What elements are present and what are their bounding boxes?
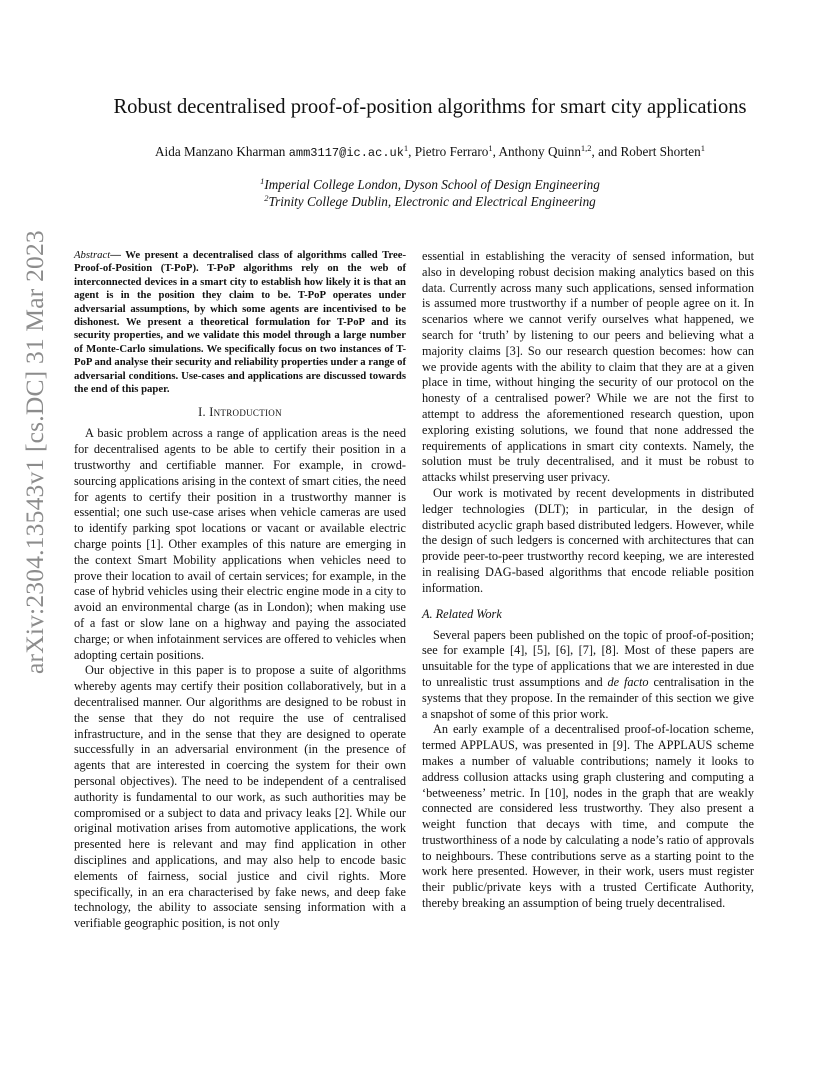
abstract [74,249,406,396]
paragraph: Our objective in this paper is to propose a suite of algorithms whereby agents may certify their position collaboratively, but in a decentralised manner. Our algorithms are designed to be robust in the sense that they do not require the use of centralised infrastructure, and in the sense that they are designed to operate successfully in an adversarial environment (in the presence of agents that are interested in coercing the system for their own personal objectives). The need to be independent of a centralised authority is fundamental to our work, as such authorities may be compromised or a subject to data and privacy leaks [2]. While our original motivation arises from automotive applications, the work presented here is relevant and may find application in other disciplines and applications, and may also help to encode basic elements of fairness, social justice and civil rights. More specifically, in an era characterised by fake news, and deep fake technology, the ability to associate sensing information with a verifiable geographic position, is not only [74,663,406,931]
author-email: amm3117@ic.ac.uk [288,146,404,160]
affiliation-text: Imperial College London, Dyson School of Design Engineering [264,177,600,192]
author-name: , and Robert Shorten [591,144,701,159]
right-column [422,249,754,912]
paragraph: essential in establishing the veracity of sensed information, but also in developing robust decision making analytics based on this data. Currently across many such applications, sensed information is assumed more trustworthy if a number of people agree on it. In scenarios where we cannot verify ourselves what happened, we search for ‘truth’ by listening to our peers and believing what a majority claims [3]. So our research question becomes: how can we provide agents with the ability to claim that they are at a given place in time, without hinging the security of our protocol on the honesty of a centralised power? While we are not the first to attempt to address the aforementioned research question, upon exploring existing solutions, we found that none addressed the requirements of applications in smart city contexts. Namely, the solution must be truly decentralised, and it must be robust to attacks whilst preserving user privacy. [422,249,754,485]
paper-title: Robust decentralised proof-of-position algorithms for smart city applications [113,96,747,118]
abstract-text: We present a decentralised class of algorithms called Tree-Proof-of-Position (T-PoP). T-PoP algorithms rely on the web of interconnected devices in a smart city to establish how likely it is that an agent is in the position they claim to be. T-PoP operates under adversarial assumptions, by which some agents are incentivised to be dishonest. We present a theoretical formulation for T-PoP and its security properties, and we validate this model through a large number of Monte-Carlo simulations. We specifically focus on two instances of T-PoP and analyse their security and reliability properties under a range of adversarial conditions. Use-cases and applications are discussed towards the end of this paper. [74,249,407,396]
paragraph: A basic problem across a range of application areas is the need for decentralised agents to be able to certify their position in a trustworthy and certifiable manner. For example, in crowd-sourcing applications arising in the context of smart cities, the need for agents to certify their position in a trustworthy manner is essential; one such use-case arises when vehicle cameras are used to identify parking spot locations or vacant or available electric charge points [1]. Other examples of this nature are emerging in the context Smart Mobility applications when vehicles need to prove their location to avail of certain services; for example, in the case of hybrid vehicles using their electric engine mode in a city to avoid an environmental charge (as in London); when making use of a fast or slow lane on a highway and paying the associated charge; or when infotainment services are offered to vehicles when adopting certain positions. [74,426,406,662]
affiliation-mark: 1 [260,176,265,186]
abstract-dash: — [110,249,126,261]
paragraph: Our work is motivated by recent developments in distributed ledger technologies (DLT); in particular, in the design of distributed acyclic graph based distributed ledgers. However, while the design of such ledgers is concerned with architectures that can provide peer-to-peer trustworthy record keeping, we are interested in realising DAG-based algorithms that encode reliable position information. [422,485,754,595]
left-column [74,249,406,932]
author-name: , Anthony Quinn [492,144,581,159]
affiliation-mark: 1 [700,143,705,153]
affiliations [60,176,800,210]
emphasis: de facto [607,674,649,689]
subsection-heading-related-work: A. Related Work [422,606,502,621]
affiliation-text: Trinity College Dublin, Electronic and Electrical Engineering [268,194,596,209]
affiliation-mark: 1,2 [580,143,592,153]
abstract-label: Abstract [74,249,111,261]
section-heading-introduction: I. Introduction [198,405,282,420]
paragraph: An early example of a decentralised proof-of-location scheme, termed APPLAUS, was presented in [9]. The APPLAUS scheme makes a number of valuable contributions; namely it looks to address collusion attacks using graph clustering and computing a ‘betweeness’ metric. In [10], nodes in the graph that are weakly connected are considered less trustworthy. They also present a weight function that decays with time, and compute the trustworthiness of a node by calculating a node’s ratio of approvals to neighbours. These contributions serve as a starting point to the work here presented. However, in their work, users must register their public/private keys with a trusted Certificate Authority, thereby breaking an assumption of being truely decentralised. [422,722,754,911]
affiliation-mark: 1 [403,143,409,153]
paragraph [422,628,754,723]
arxiv-identifier: arXiv:2304.13543v1 [cs.DC] 31 Mar 2023 [20,230,49,674]
affiliation-mark: 1 [488,143,493,153]
paragraph-text: Several papers been published on the topic of proof-of-position; see for example [4], [5], [6], [7], [8]. Most of these papers are unsuitable for the type of applications that we are interested in due to unrealistic trust assumptions and [422,627,754,689]
paragraph-text: centralisation in the systems that they propose. In the remainder of this section we give a snapshot of some of this prior work. [422,674,754,721]
author-line [60,143,800,162]
author-name: , Pietro Ferraro [408,144,489,159]
affiliation-1 [60,176,800,193]
author-name: Aida Manzano Kharman [155,144,286,159]
affiliation-mark: 2 [264,193,269,203]
affiliation-2 [60,193,800,210]
